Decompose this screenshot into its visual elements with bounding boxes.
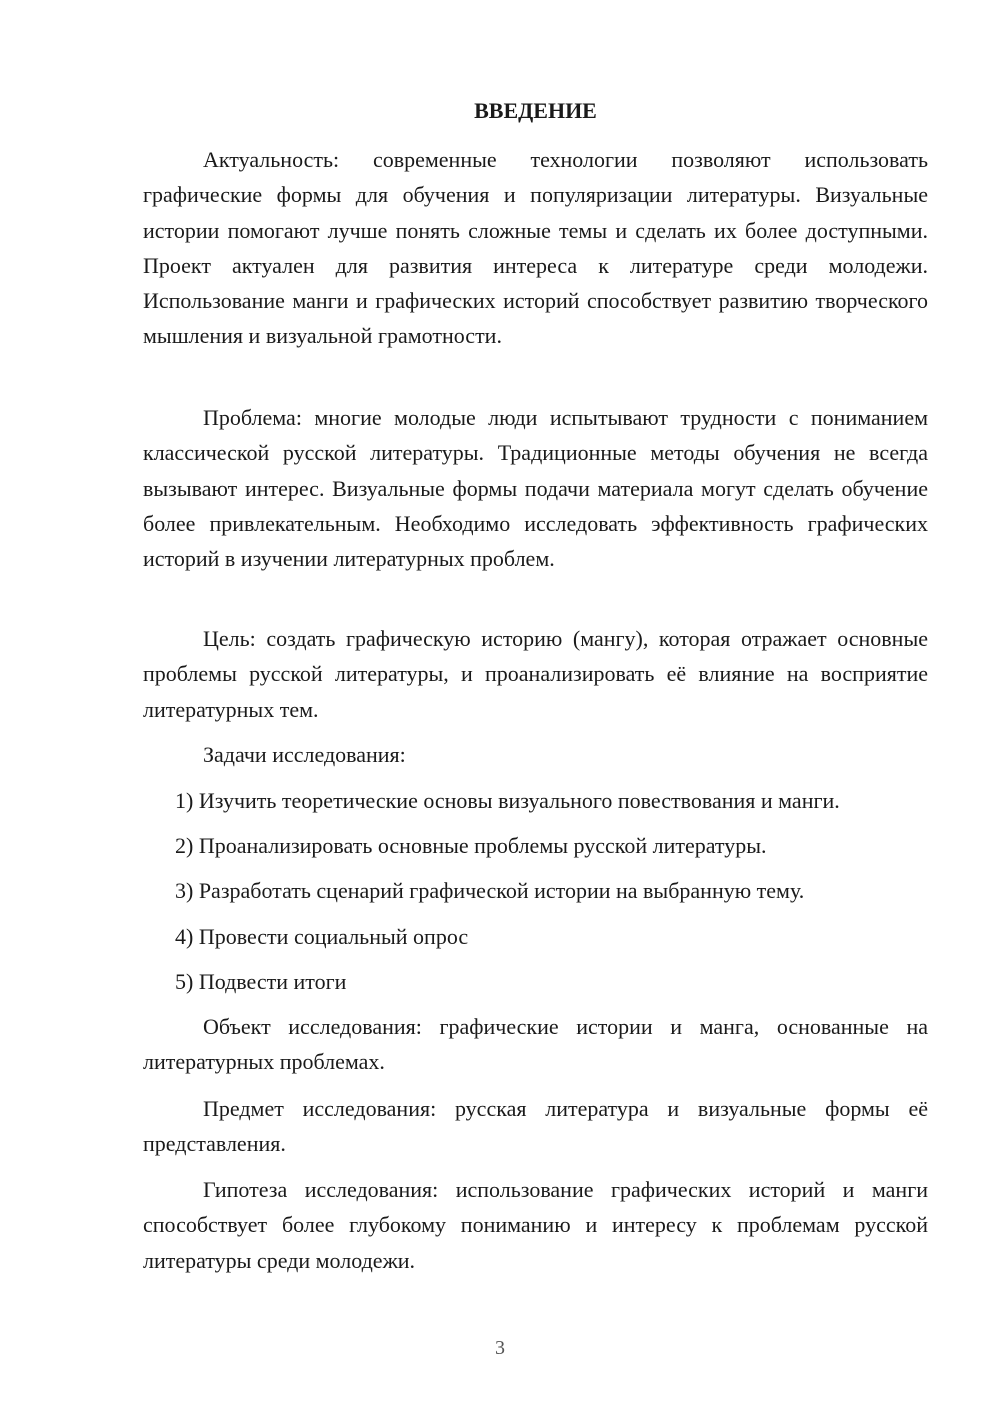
goal-paragraph: Цель: создать графическую историю (мангу), которая отражает основные проблемы русской литературы, и проанализировать её влияние на восприятие литературных тем. — [143, 626, 928, 722]
object-paragraph: Объект исследования: графические истории и манга, основанные на литературных проблемах. — [143, 1014, 928, 1075]
task-item: 3) Разработать сценарий графической истории на выбранную тему. — [175, 878, 805, 903]
task-item: 1) Изучить теоретические основы визуального повествования и манги. — [175, 788, 840, 813]
page-number: 3 — [495, 1337, 505, 1359]
subject-paragraph: Предмет исследования: русская литература и визуальные формы её представления. — [143, 1096, 928, 1157]
task-item: 4) Провести социальный опрос — [175, 924, 469, 949]
task-item: 5) Подвести итоги — [175, 969, 347, 994]
relevance-paragraph: Актуальность: современные технологии позволяют использовать графические формы для обучения и популяризации литературы. Визуальные истории помогают лучше понять сложные темы и сделать их более доступными. Проект актуален для развития интереса к литературе среди молодежи. Использование манги и графических историй способствует развитию творческого мышления и визуальной грамотности. — [143, 147, 928, 349]
section-title: ВВЕДЕНИЕ — [474, 98, 597, 123]
problem-paragraph: Проблема: многие молодые люди испытывают трудности с пониманием классической русской литературы. Традиционные методы обучения не всегда вызывают интерес. Визуальные формы подачи материала могут сделать обучение более привлекательным. Необходимо исследовать эффективность графических историй в изучении литературных проблем. — [143, 405, 928, 572]
tasks-heading: Задачи исследования: — [203, 742, 406, 767]
task-item: 2) Проанализировать основные проблемы русской литературы. — [175, 833, 767, 858]
hypothesis-paragraph: Гипотеза исследования: использование графических историй и манги способствует более глубокому пониманию и интересу к проблемам русской литературы среди молодежи. — [143, 1177, 928, 1273]
